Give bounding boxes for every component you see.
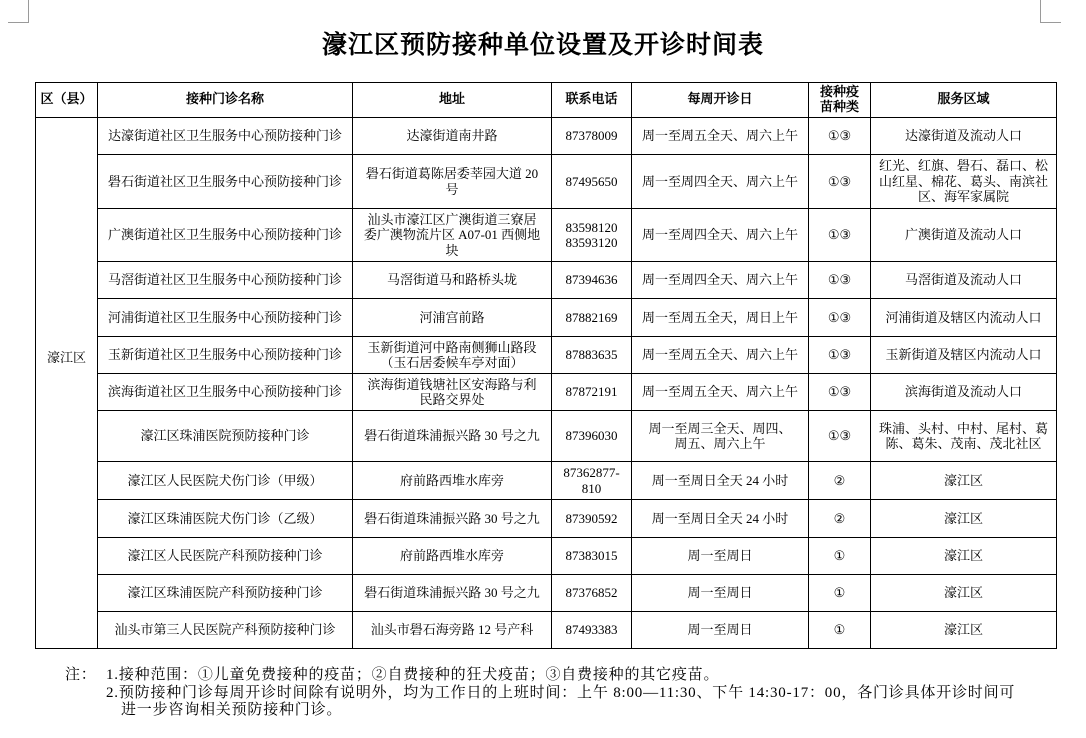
clinic-address: 马滘街道马和路桥头垅	[353, 262, 552, 299]
clinic-vaccines: ①	[809, 538, 871, 575]
table-header-row	[36, 83, 1057, 118]
table-row	[36, 411, 1057, 462]
clinic-area: 濠江区	[871, 500, 1057, 538]
clinic-address: 礐石街道葛陈居委莘园大道 20 号	[353, 155, 552, 209]
clinic-vaccines: ①③	[809, 374, 871, 411]
table-row	[36, 575, 1057, 612]
clinic-days: 周一至周五全天、周六上午	[632, 118, 809, 155]
clinic-phone: 87362877-810	[552, 462, 632, 500]
clinic-phone: 87383015	[552, 538, 632, 575]
clinic-name: 濠江区人民医院产科预防接种门诊	[98, 538, 353, 575]
notes	[106, 667, 1024, 720]
table-row	[36, 209, 1057, 262]
table-row	[36, 262, 1057, 299]
clinic-phone: 87883635	[552, 337, 632, 374]
clinic-vaccines: ①③	[809, 299, 871, 337]
clinic-address: 汕头市濠江区广澳街道三寮居委广澳物流片区 A07-01 西侧地块	[353, 209, 552, 262]
clinic-name: 滨海街道社区卫生服务中心预防接种门诊	[98, 374, 353, 411]
clinic-phone: 87493383	[552, 612, 632, 649]
header-address: 地址	[353, 83, 552, 118]
schedule-table	[35, 82, 1057, 649]
clinic-area: 濠江区	[871, 538, 1057, 575]
clinic-name: 濠江区珠浦医院犬伤门诊（乙级）	[98, 500, 353, 538]
clinic-area: 红光、红旗、礐石、磊口、松山红星、棉花、葛头、南滨社区、海军家属院	[871, 155, 1057, 209]
clinic-address: 玉新街道河中路南侧狮山路段（玉石居委候车亭对面）	[353, 337, 552, 374]
table-row	[36, 462, 1057, 500]
clinic-days: 周一至周五全天、周六上午	[632, 374, 809, 411]
clinic-area: 濠江区	[871, 462, 1057, 500]
header-vaccines: 接种疫苗种类	[809, 83, 871, 118]
table-row	[36, 538, 1057, 575]
clinic-days: 周一至周日	[632, 575, 809, 612]
corner-mark-top-right	[1040, 0, 1041, 22]
corner-mark-top-left	[28, 0, 29, 22]
document-title: 濠江区预防接种单位设置及开诊时间表	[321, 30, 764, 59]
clinic-area: 达濠街道及流动人口	[871, 118, 1057, 155]
clinic-name: 河浦街道社区卫生服务中心预防接种门诊	[98, 299, 353, 337]
clinic-name: 濠江区人民医院犬伤门诊（甲级）	[98, 462, 353, 500]
clinic-address: 礐石街道珠浦振兴路 30 号之九	[353, 575, 552, 612]
clinic-name: 汕头市第三人民医院产科预防接种门诊	[98, 612, 353, 649]
clinic-address: 河浦宫前路	[353, 299, 552, 337]
clinic-address: 礐石街道珠浦振兴路 30 号之九	[353, 500, 552, 538]
clinic-vaccines: ①③	[809, 337, 871, 374]
clinic-phone: 83598120 83593120	[552, 209, 632, 262]
clinic-area: 河浦街道及辖区内流动人口	[871, 299, 1057, 337]
clinic-address: 府前路西堆水库旁	[353, 538, 552, 575]
clinic-phone: 87872191	[552, 374, 632, 411]
clinic-area: 马滘街道及流动人口	[871, 262, 1057, 299]
clinic-days: 周一至周五全天，周日上午	[632, 299, 809, 337]
clinic-phone: 87495650	[552, 155, 632, 209]
corner-mark-top-right	[1040, 22, 1061, 23]
note-item: 1.接种范围：①儿童免费接种的疫苗；②自费接种的狂犬疫苗；③自费接种的其它疫苗。	[106, 667, 720, 683]
clinic-address: 府前路西堆水库旁	[353, 462, 552, 500]
clinic-phone: 87396030	[552, 411, 632, 462]
clinic-address: 达濠街道南井路	[353, 118, 552, 155]
clinic-days: 周一至周四全天、周六上午	[632, 262, 809, 299]
clinic-area: 广澳街道及流动人口	[871, 209, 1057, 262]
clinic-vaccines: ①③	[809, 262, 871, 299]
clinic-area: 珠浦、头村、中村、尾村、葛陈、葛朱、茂南、茂北社区	[871, 411, 1057, 462]
header-district: 区（县）	[36, 83, 98, 118]
corner-mark-top-left	[8, 22, 29, 23]
header-phone: 联系电话	[552, 83, 632, 118]
table-row	[36, 337, 1057, 374]
clinic-vaccines: ①③	[809, 118, 871, 155]
clinic-vaccines: ①③	[809, 209, 871, 262]
clinic-name: 濠江区珠浦医院预防接种门诊	[98, 411, 353, 462]
clinic-address: 滨海街道钱塘社区安海路与利民路交界处	[353, 374, 552, 411]
district-cell: 濠江区	[36, 118, 98, 649]
clinic-vaccines: ①③	[809, 155, 871, 209]
clinic-days: 周一至周四全天、周六上午	[632, 209, 809, 262]
table-row	[36, 500, 1057, 538]
clinic-vaccines: ①	[809, 575, 871, 612]
clinic-name: 马滘街道社区卫生服务中心预防接种门诊	[98, 262, 353, 299]
table-row	[36, 374, 1057, 411]
table-row	[36, 155, 1057, 209]
clinic-name: 濠江区珠浦医院产科预防接种门诊	[98, 575, 353, 612]
table-row	[36, 299, 1057, 337]
clinic-days: 周一至周日	[632, 538, 809, 575]
clinic-vaccines: ②	[809, 500, 871, 538]
clinic-name: 达濠街道社区卫生服务中心预防接种门诊	[98, 118, 353, 155]
clinic-vaccines: ②	[809, 462, 871, 500]
clinic-days: 周一至周五全天、周六上午	[632, 337, 809, 374]
notes-label: 注：	[65, 667, 97, 683]
clinic-phone: 87376852	[552, 575, 632, 612]
clinic-days: 周一至周日全天 24 小时	[632, 462, 809, 500]
clinic-phone: 87378009	[552, 118, 632, 155]
clinic-area: 濠江区	[871, 612, 1057, 649]
clinic-days: 周一至周日	[632, 612, 809, 649]
clinic-name: 礐石街道社区卫生服务中心预防接种门诊	[98, 155, 353, 209]
clinic-days: 周一至周四全天、周六上午	[632, 155, 809, 209]
header-days: 每周开诊日	[632, 83, 809, 118]
header-area: 服务区域	[871, 83, 1057, 118]
clinic-name: 玉新街道社区卫生服务中心预防接种门诊	[98, 337, 353, 374]
clinic-vaccines: ①③	[809, 411, 871, 462]
header-clinic-name: 接种门诊名称	[98, 83, 353, 118]
clinic-area: 玉新街道及辖区内流动人口	[871, 337, 1057, 374]
table-row	[36, 118, 1057, 155]
table-row	[36, 612, 1057, 649]
clinic-address: 礐石街道珠浦振兴路 30 号之九	[353, 411, 552, 462]
clinic-area: 滨海街道及流动人口	[871, 374, 1057, 411]
clinic-days: 周一至周三全天、周四、周五、周六上午	[632, 411, 809, 462]
clinic-address: 汕头市礐石海旁路 12 号产科	[353, 612, 552, 649]
clinic-vaccines: ①	[809, 612, 871, 649]
clinic-area: 濠江区	[871, 575, 1057, 612]
clinic-name: 广澳街道社区卫生服务中心预防接种门诊	[98, 209, 353, 262]
clinic-phone: 87390592	[552, 500, 632, 538]
note-item: 2.预防接种门诊每周开诊时间除有说明外，均为工作日的上班时间：上午 8:00—11:30、下午 14:30-17：00，各门诊具体开诊时间可进一步咨询相关预防接种门诊。	[106, 684, 1016, 718]
clinic-phone: 87882169	[552, 299, 632, 337]
clinic-phone: 87394636	[552, 262, 632, 299]
clinic-days: 周一至周日全天 24 小时	[632, 500, 809, 538]
